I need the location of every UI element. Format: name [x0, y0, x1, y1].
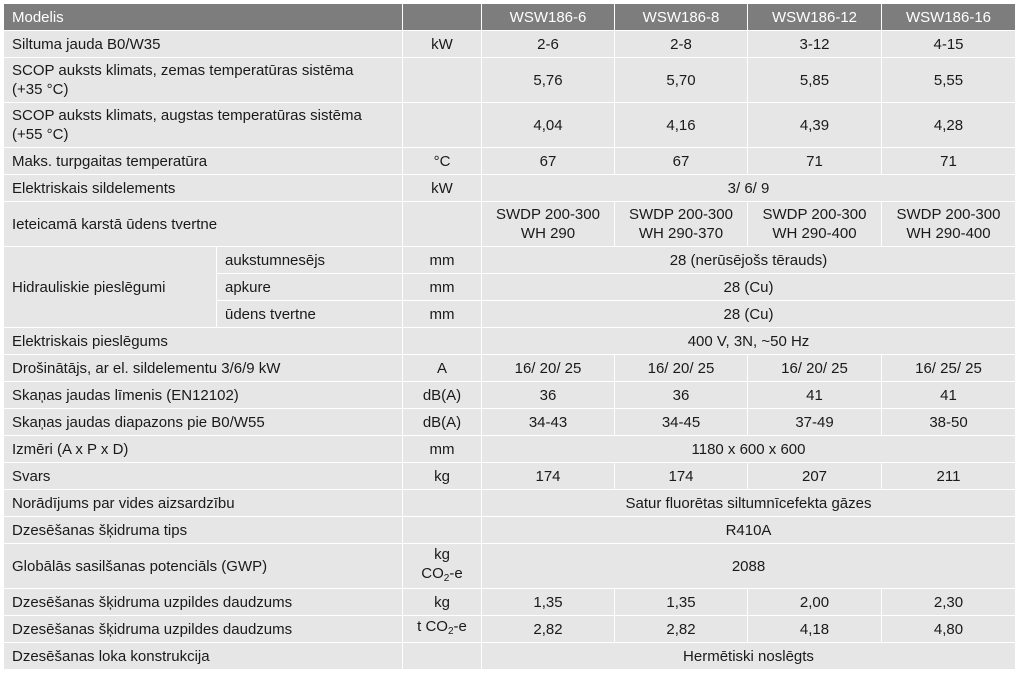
cell-value: 5,70 — [615, 58, 748, 103]
row-unit: kW — [403, 175, 482, 202]
row-label: Globālās sasilšanas potenciāls (GWP) — [4, 544, 403, 589]
row-label: Elektriskais sildelements — [4, 175, 403, 202]
cell-value-merged: 28 (nerūsējošs tērauds) — [482, 247, 1016, 274]
table-row — [4, 616, 1016, 643]
cell-value-merged: R410A — [482, 517, 1016, 544]
row-label: Maks. turpgaitas temperatūra — [4, 148, 403, 175]
cell-value: 2-6 — [482, 31, 615, 58]
row-unit: kg $CO_2-e$ — [403, 544, 482, 589]
cell-value: 34-43 — [482, 409, 615, 436]
cell-value: 5,85 — [748, 58, 882, 103]
table-row — [4, 103, 1016, 148]
cell-value: 5,76 — [482, 58, 615, 103]
cell-value: 211 — [882, 463, 1016, 490]
cell-value: 16/ 20/ 25 — [748, 355, 882, 382]
table-row — [4, 382, 1016, 409]
row-label: Dzesēšanas loka konstrukcija — [4, 643, 403, 670]
cell-value: 16/ 25/ 25 — [882, 355, 1016, 382]
row-unit: kW — [403, 31, 482, 58]
cell-value: 174 — [482, 463, 615, 490]
row-sublabel: apkure — [217, 274, 403, 301]
cell-value: 174 — [615, 463, 748, 490]
row-label: Ieteicamā karstā ūdens tvertne — [4, 202, 403, 247]
cell-value: 2,30 — [882, 589, 1016, 616]
row-unit: °C — [403, 148, 482, 175]
row-sublabel: aukstumnesējs — [217, 247, 403, 274]
cell-value: 41 — [882, 382, 1016, 409]
cell-value: 4,04 — [482, 103, 615, 148]
row-group-label: Hidrauliskie pieslēgumi — [4, 247, 217, 328]
row-label: Skaņas jaudas diapazons pie B0/W55 — [4, 409, 403, 436]
cell-value: 36 — [615, 382, 748, 409]
row-label: Svars — [4, 463, 403, 490]
row-sublabel: ūdens tvertne — [217, 301, 403, 328]
row-label: SCOP auksts klimats, augstas temperatūras sistēma (+55 °C) — [4, 103, 403, 148]
row-unit — [403, 517, 482, 544]
cell-value-merged: 1180 x 600 x 600 — [482, 436, 1016, 463]
header-unit — [403, 4, 482, 31]
cell-value-merged: Hermētiski noslēgts — [482, 643, 1016, 670]
table-row — [4, 31, 1016, 58]
row-label: Elektriskais pieslēgums — [4, 328, 403, 355]
spec-table — [3, 3, 1016, 670]
row-unit: A — [403, 355, 482, 382]
row-unit: mm — [403, 301, 482, 328]
header-model-2: WSW186-8 — [615, 4, 748, 31]
cell-value: 71 — [748, 148, 882, 175]
cell-value: 4,16 — [615, 103, 748, 148]
cell-value: 4,28 — [882, 103, 1016, 148]
cell-value: 5,55 — [882, 58, 1016, 103]
table-row — [4, 328, 1016, 355]
cell-value: 1,35 — [615, 589, 748, 616]
cell-value: 2,82 — [615, 616, 748, 643]
row-label: Dzesēšanas šķidruma uzpildes daudzums — [4, 589, 403, 616]
cell-value: 34-45 — [615, 409, 748, 436]
table-row — [4, 148, 1016, 175]
cell-value: SWDP 200-300 WH 290-400 — [882, 202, 1016, 247]
cell-value: 67 — [615, 148, 748, 175]
cell-value-merged: 400 V, 3N, ~50 Hz — [482, 328, 1016, 355]
row-label: Drošinātājs, ar el. sildelementu 3/6/9 kW — [4, 355, 403, 382]
table-row — [4, 355, 1016, 382]
cell-value: 4-15 — [882, 31, 1016, 58]
cell-value: 37-49 — [748, 409, 882, 436]
cell-value-merged: 2088 — [482, 544, 1016, 589]
cell-value: 2-8 — [615, 31, 748, 58]
row-unit: t $CO_2-e$ — [403, 616, 482, 643]
table-row — [4, 490, 1016, 517]
cell-value: 2,00 — [748, 589, 882, 616]
row-unit: mm — [403, 436, 482, 463]
row-label: Skaņas jaudas līmenis (EN12102) — [4, 382, 403, 409]
cell-value: 16/ 20/ 25 — [615, 355, 748, 382]
row-unit — [403, 202, 482, 247]
cell-value: 4,80 — [882, 616, 1016, 643]
row-unit: mm — [403, 274, 482, 301]
table-row — [4, 58, 1016, 103]
cell-value: SWDP 200-300 WH 290 — [482, 202, 615, 247]
cell-value: 4,39 — [748, 103, 882, 148]
row-unit — [403, 643, 482, 670]
cell-value: 71 — [882, 148, 1016, 175]
cell-value-merged: 3/ 6/ 9 — [482, 175, 1016, 202]
row-label: SCOP auksts klimats, zemas temperatūras sistēma (+35 °C) — [4, 58, 403, 103]
row-unit: dB(A) — [403, 409, 482, 436]
row-unit: kg — [403, 589, 482, 616]
table-row — [4, 517, 1016, 544]
cell-value: 207 — [748, 463, 882, 490]
header-model-1: WSW186-6 — [482, 4, 615, 31]
row-unit — [403, 328, 482, 355]
table-row — [4, 202, 1016, 247]
cell-value-merged: 28 (Cu) — [482, 274, 1016, 301]
table-row — [4, 436, 1016, 463]
cell-value: 2,82 — [482, 616, 615, 643]
row-unit — [403, 490, 482, 517]
row-label: Izmēri (A x P x D) — [4, 436, 403, 463]
header-model-label: Modelis — [4, 4, 403, 31]
cell-value: 41 — [748, 382, 882, 409]
row-unit — [403, 58, 482, 103]
cell-value: SWDP 200-300 WH 290-370 — [615, 202, 748, 247]
cell-value: 67 — [482, 148, 615, 175]
row-label: Dzesēšanas šķidruma uzpildes daudzums — [4, 616, 403, 643]
table-row — [4, 409, 1016, 436]
row-label: Norādījums par vides aizsardzību — [4, 490, 403, 517]
table-row — [4, 175, 1016, 202]
row-unit: kg — [403, 463, 482, 490]
table-row — [4, 643, 1016, 670]
cell-value: 3-12 — [748, 31, 882, 58]
cell-value: 38-50 — [882, 409, 1016, 436]
row-unit — [403, 103, 482, 148]
cell-value: 16/ 20/ 25 — [482, 355, 615, 382]
header-row — [4, 4, 1016, 31]
row-unit: mm — [403, 247, 482, 274]
table-row — [4, 589, 1016, 616]
table-row — [4, 463, 1016, 490]
header-model-4: WSW186-16 — [882, 4, 1016, 31]
header-model-3: WSW186-12 — [748, 4, 882, 31]
cell-value-merged: 28 (Cu) — [482, 301, 1016, 328]
table-row — [4, 247, 1016, 274]
cell-value: SWDP 200-300 WH 290-400 — [748, 202, 882, 247]
row-label: Siltuma jauda B0/W35 — [4, 31, 403, 58]
cell-value: 4,18 — [748, 616, 882, 643]
row-unit: dB(A) — [403, 382, 482, 409]
cell-value-merged: Satur fluorētas siltumnīcefekta gāzes — [482, 490, 1016, 517]
cell-value: 1,35 — [482, 589, 615, 616]
row-label: Dzesēšanas šķidruma tips — [4, 517, 403, 544]
table-row — [4, 544, 1016, 589]
cell-value: 36 — [482, 382, 615, 409]
